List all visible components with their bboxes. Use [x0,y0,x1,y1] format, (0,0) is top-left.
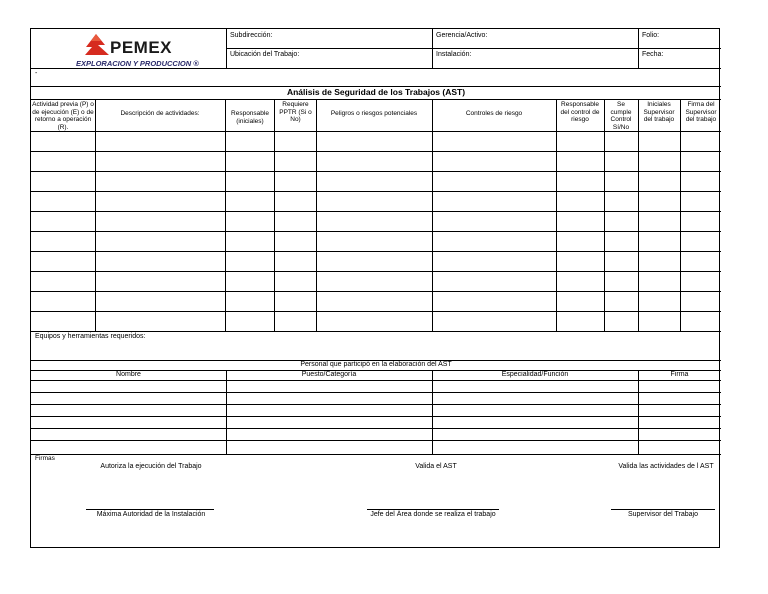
col-responsable-control: Responsable del control de riesgo [560,101,600,123]
personal-title: Personal que participó en la elaboración del AST [300,361,452,368]
col-peligros: Peligros o riesgos potenciales [330,110,418,117]
col-descripcion: Descripción de actividades: [120,110,200,117]
signature-line-maxima[interactable] [86,509,214,510]
fecha-field[interactable]: Fecha: [642,51,664,58]
logo-subtitle: EXPLORACION Y PRODUCCION ® [76,59,199,68]
subdireccion-field[interactable]: Subdirección: [230,32,273,39]
signature-line-supervisor[interactable] [611,509,715,510]
ubicacion-field[interactable]: Ubicación del Trabajo: [230,51,300,58]
firmas-label: Firmas [35,455,55,462]
form-title: Análisis de Seguridad de los Trabajos (AST) [286,87,466,97]
logo-name: PEMEX [110,38,173,57]
personal-nombre-header: Nombre [116,371,141,378]
col-responsable: Responsable (iniciales) [231,110,269,125]
personal-firma-header: Firma [670,371,689,378]
col-firma-supervisor: Firma del Supervisor del trabajo [685,101,717,123]
pemex-logo [76,31,229,69]
col-iniciales-supervisor: Iniciales Supervisor del trabajo [643,101,675,123]
col-controles: Controles de riesgo [465,110,523,117]
signature-line-jefe[interactable] [367,509,499,510]
dot-mark: - [35,70,38,77]
personal-puesto-header: Puesto/Categoría [301,371,357,378]
col-actividad: Actividad previa (P) o de ejecución (E) o de retorno a operación (R). [32,101,94,131]
col-se-cumple: Se cumple Control Sí/No [610,101,632,131]
col-requiere-pptr: Requiere PPTR (Si o No) [279,101,312,123]
personal-especialidad-header: Especialidad/Función [501,371,569,378]
maxima-autoridad-label: Máxima Autoridad de la Instalación [96,511,206,518]
gerencia-field[interactable]: Gerencia/Activo: [436,32,488,39]
folio-field[interactable]: Folio: [642,32,660,39]
valida-ast-label: Valida el AST [415,463,457,470]
autoriza-label: Autoriza la ejecución del Trabajo [100,463,202,470]
valida-actividades-label: Valida las actividades de l AST [618,463,714,470]
jefe-area-label: Jefe del Área donde se realiza el trabajo [370,511,496,518]
supervisor-trabajo-label: Supervisor del Trabajo [627,511,699,518]
ast-form [30,28,720,548]
equipos-label[interactable]: Equipos y herramientas requeridos: [35,333,146,340]
pemex-eagle-icon [79,33,113,57]
instalacion-field[interactable]: Instalación: [436,51,472,58]
